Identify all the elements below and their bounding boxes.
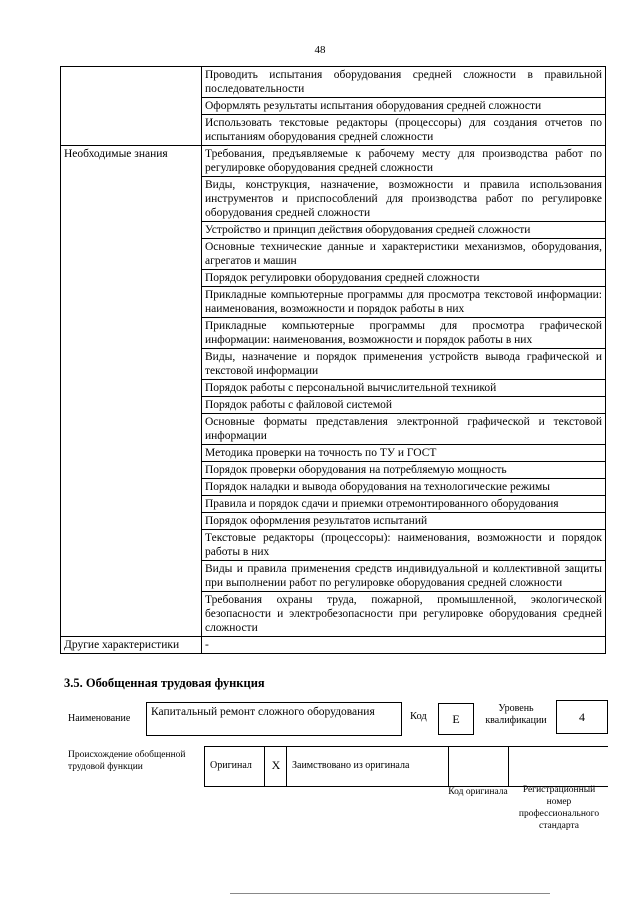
row-label — [61, 67, 202, 146]
knowledge-item: Виды, конструкция, назначение, возможности и правила использования инструментов и приспособлений для производства работ по регулировке оборудования средней сложности — [202, 177, 606, 222]
page-number: 48 — [314, 44, 326, 56]
skill-item: Оформлять результаты испытания оборудования средней сложности — [202, 98, 606, 115]
knowledge-item: Прикладные компьютерные программы для просмотра графической информации: наименования, возможности и порядок работы в них — [202, 318, 606, 349]
registration-number-label: Регистрационный номер профессионального стандарта — [518, 785, 600, 831]
knowledge-item: Порядок регулировки оборудования средней сложности — [202, 270, 606, 287]
knowledge-item: Требования охраны труда, пожарной, промышленной, экологической безопасности и электробезопасности при регулировке оборудования средней сложности — [202, 592, 606, 637]
knowledge-item: Прикладные компьютерные программы для просмотра текстовой информации: наименования, возможности и порядок работы в них — [202, 287, 606, 318]
knowledge-item: Виды, назначение и порядок применения устройств вывода графической и текстовой информации — [202, 349, 606, 380]
name-label: Наименование — [68, 713, 131, 724]
table-row — [61, 146, 606, 177]
table-row — [61, 637, 606, 654]
code-original-label: Код оригинала — [448, 787, 508, 797]
section-title: 3.5. Обобщенная трудовая функция — [64, 676, 265, 690]
knowledge-item: Устройство и принцип действия оборудования средней сложности — [202, 222, 606, 239]
knowledge-item: Методика проверки на точность по ТУ и ГОСТ — [202, 445, 606, 462]
origin-label: Происхождение обобщенной трудовой функции — [68, 750, 186, 772]
qualification-level-label: Уровень квалификации — [485, 703, 547, 726]
row-label: Необходимые знания — [61, 146, 202, 637]
knowledge-item: Виды и правила применения средств индивидуальной и коллективной защиты при выполнении работ по регулировке оборудования средней сложности — [202, 561, 606, 592]
qualification-level-value: 4 — [556, 700, 608, 734]
requirements-table — [60, 66, 606, 654]
knowledge-item: Порядок работы с персональной вычислительной техникой — [202, 380, 606, 397]
skill-item: Проводить испытания оборудования средней сложности в правильной последовательности — [202, 67, 606, 98]
footer-line — [230, 893, 550, 894]
knowledge-item: Основные технические данные и характеристики механизмов, оборудования, агрегатов и машин — [202, 239, 606, 270]
original-mark: X — [271, 758, 281, 772]
skill-item: Использовать текстовые редакторы (процессоры) для создания отчетов по испытаниям оборудования средней сложности — [202, 115, 606, 146]
knowledge-item: Порядок проверки оборудования на потребляемую мощность — [202, 462, 606, 479]
row-label: Другие характеристики — [61, 637, 202, 654]
other-characteristics-value: - — [202, 637, 606, 654]
knowledge-item: Порядок наладки и вывода оборудования на технологические режимы — [202, 479, 606, 496]
knowledge-item: Текстовые редакторы (процессоры): наименования, возможности и порядок работы в них — [202, 530, 606, 561]
borrowed-label: Заимствовано из оригинала — [292, 760, 410, 771]
code-value: E — [438, 703, 474, 735]
knowledge-item: Правила и порядок сдачи и приемки отремонтированного оборудования — [202, 496, 606, 513]
knowledge-item: Порядок оформления результатов испытаний — [202, 513, 606, 530]
knowledge-item: Порядок работы с файловой системой — [202, 397, 606, 414]
table-row — [61, 67, 606, 98]
code-label: Код — [410, 711, 427, 722]
original-label: Оригинал — [210, 760, 252, 771]
knowledge-item: Основные форматы представления электронной графической и текстовой информации — [202, 414, 606, 445]
knowledge-item: Требования, предъявляемые к рабочему месту для производства работ по регулировке оборудования средней сложности — [202, 146, 606, 177]
function-name-field: Капитальный ремонт сложного оборудования — [146, 702, 402, 736]
